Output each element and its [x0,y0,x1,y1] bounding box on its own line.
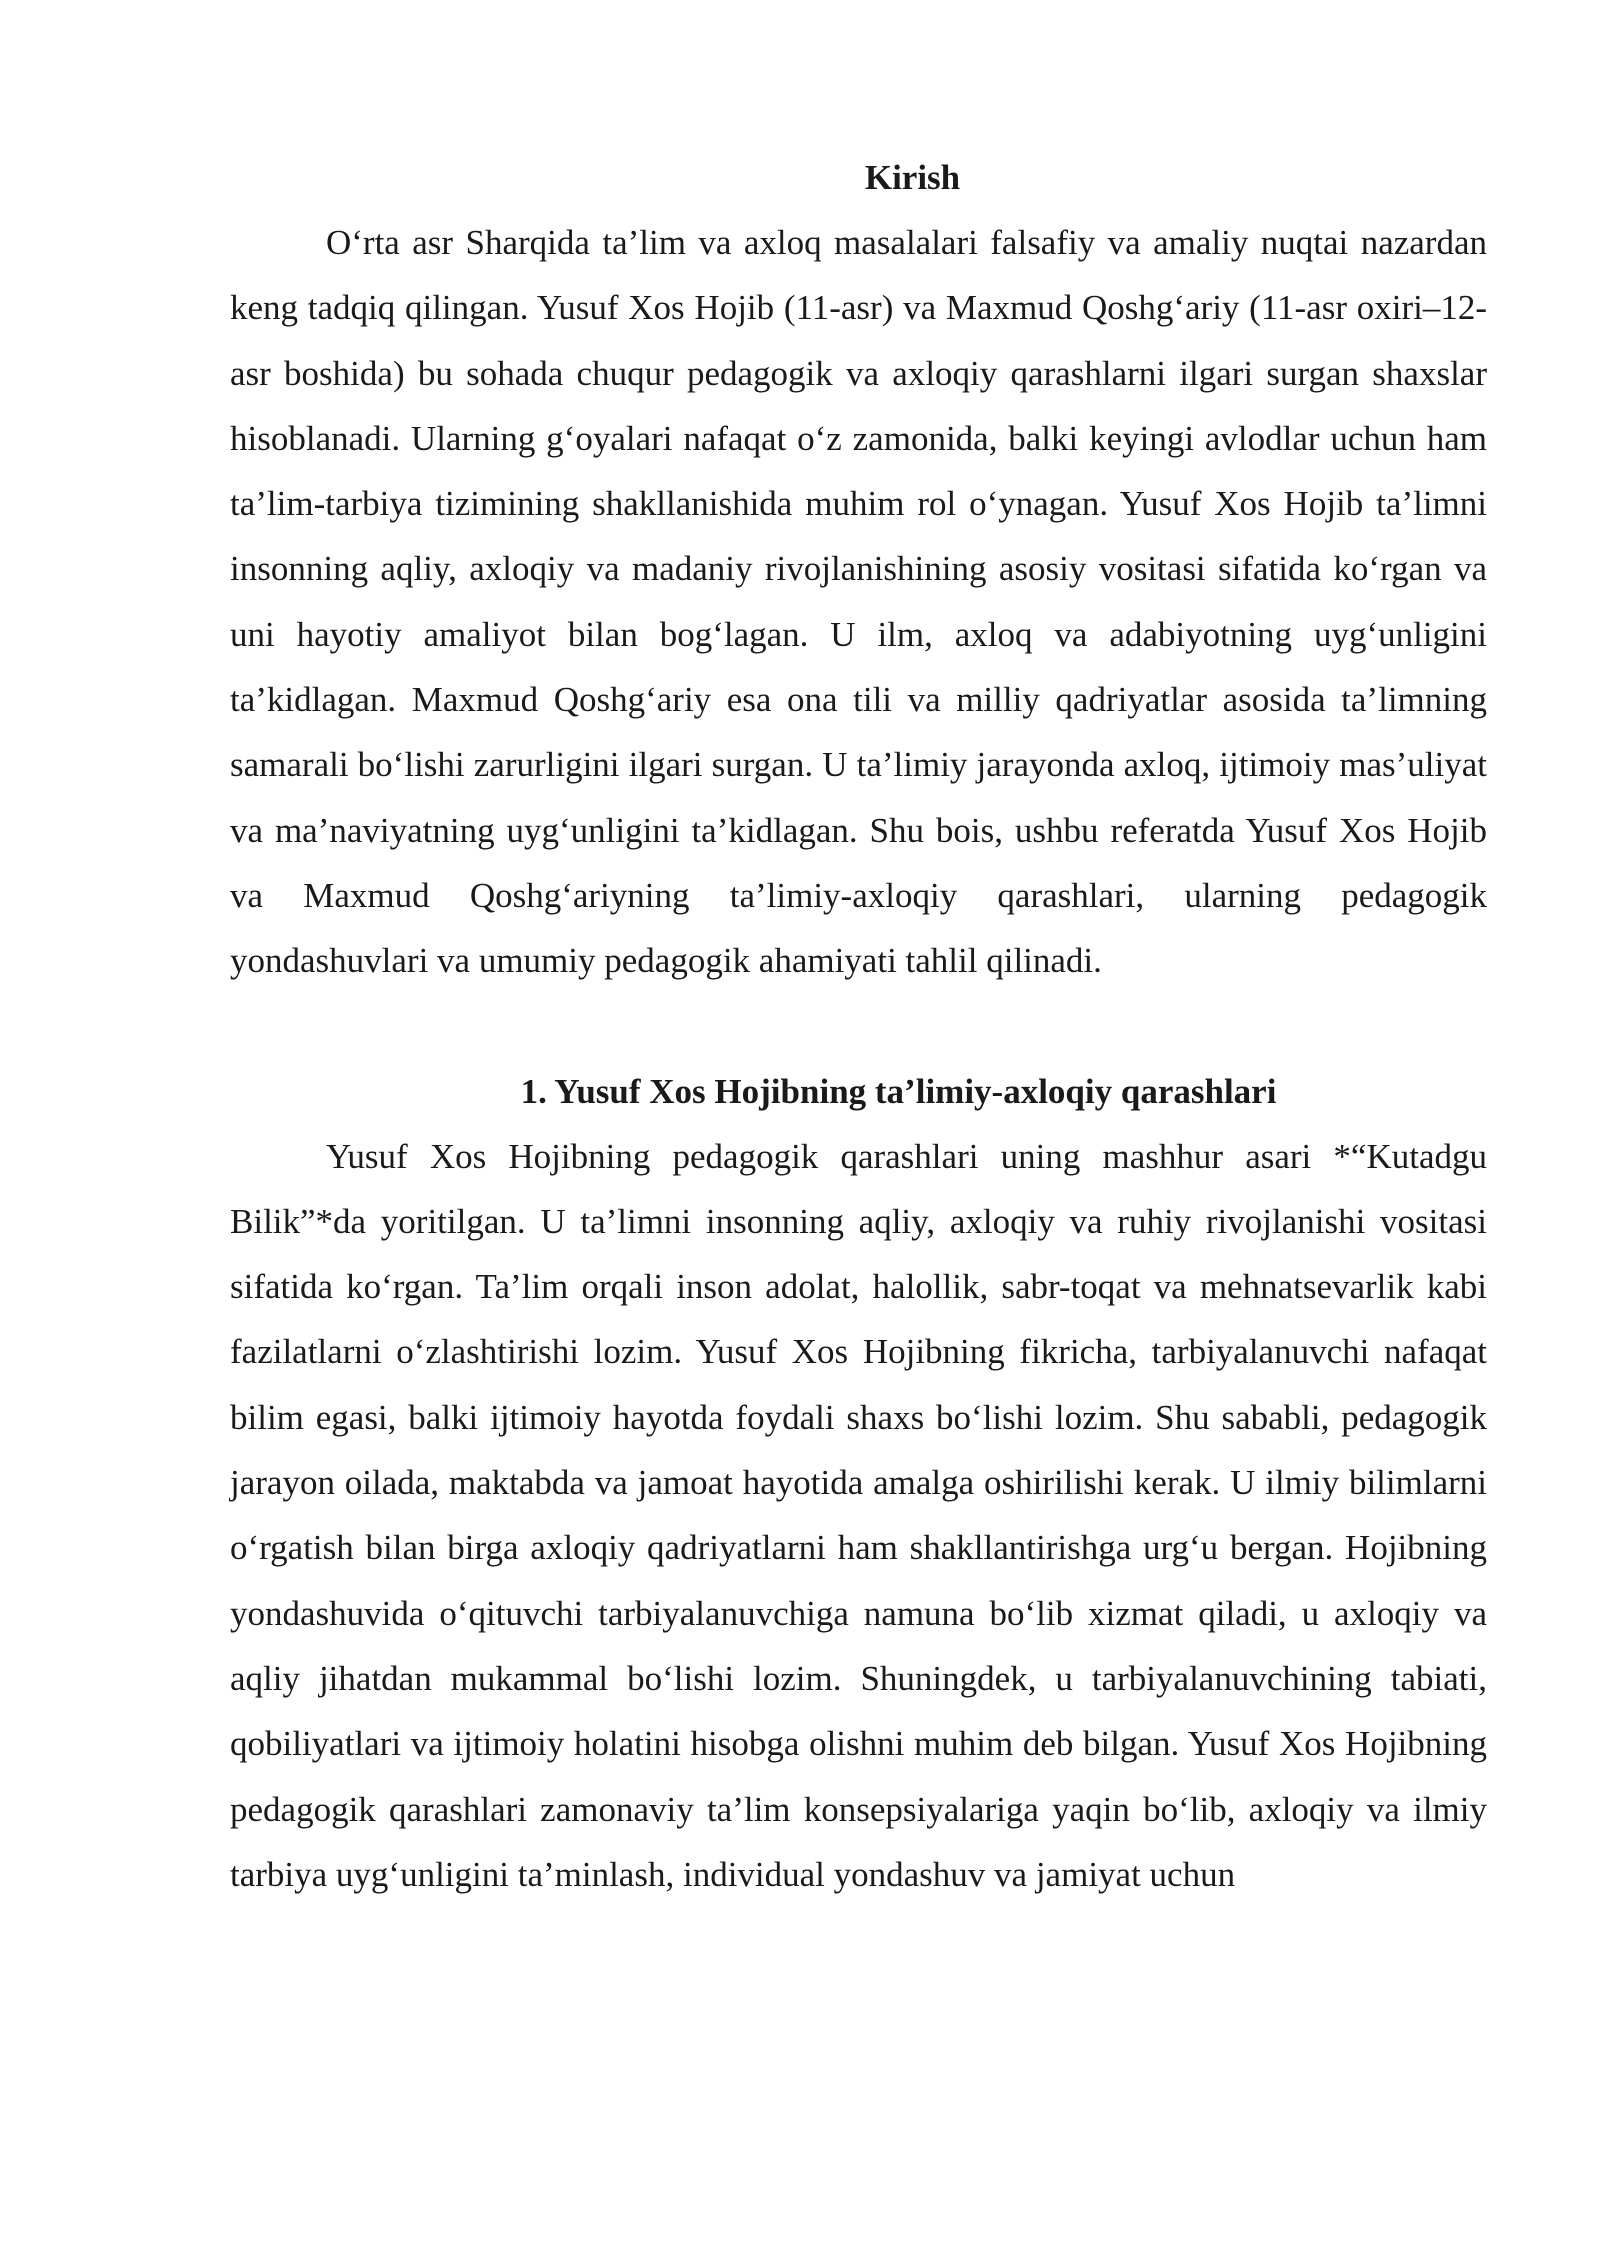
section-1-heading: 1. Yusuf Xos Hojibning ta’limiy-axloqiy qarashlari [520,1071,1277,1111]
section-1-paragraph: Yusuf Xos Hojibning pedagogik qarashlari uning mashhur asari *“Kutadgu Bilik”*da yoritilgan. U ta’limni insonning aqliy, axloqiy va ruhiy rivojlanishi vositasi sifatida ko‘rgan. Ta’lim orqali inson adolat, halollik, sabr-toqat va mehnatsevarlik kabi fazilatlarni o‘zlashtirishi lozim. Yusuf Xos Hojibning fikricha, tarbiyalanuvchi nafaqat bilim egasi, balki ijtimoiy hayotda foydali shaxs bo‘lishi lozim. Shu sababli, pedagogik jarayon oilada, maktabda va jamoat hayotida amalga oshirilishi kerak. U ilmiy bilimlarni o‘rgatish bilan birga axloqiy qadriyatlarni ham shakllantirishga urg‘u bergan. Hojibning yondashuvida o‘qituvchi tarbiyalanuvchiga namuna bo‘lib xizmat qiladi, u axloqiy va aqliy jihatdan mukammal bo‘lishi lozim. Shuningdek, u tarbiyalanuvchining tabiati, qobiliyatlari va ijtimoiy holatini hisobga olishni muhim deb bilgan. Yusuf Xos Hojibning pedagogik qarashlari zamonaviy ta’lim konsepsiyalariga yaqin bo‘lib, axloqiy va ilmiy tarbiya uyg‘unligini ta’minlash, individual yondashuv va jamiyat uchun [230,1136,1487,1894]
intro-heading: Kirish [864,158,961,197]
intro-paragraph: O‘rta asr Sharqida ta’lim va axloq masalalari falsafiy va amaliy nuqtai nazardan keng tadqiq qilingan. Yusuf Xos Hojib (11-asr) va Maxmud Qoshg‘ariy (11-asr oxiri–12-asr boshida) bu sohada chuqur pedagogik va axloqiy qarashlarni ilgari surgan shaxslar hisoblanadi. Ularning g‘oyalari nafaqat o‘z zamonida, balki keyingi avlodlar uchun ham ta’lim-tarbiya tizimining shakllanishida muhim rol o‘ynagan. Yusuf Xos Hojib ta’limni insonning aqliy, axloqiy va madaniy rivojlanishining asosiy vositasi sifatida ko‘rgan va uni hayotiy amaliyot bilan bog‘lagan. U ilm, axloq va adabiyotning uyg‘unligini ta’kidlagan. Maxmud Qoshg‘ariy esa ona tili va milliy qadriyatlar asosida ta’limning samarali bo‘lishi zarurligini ilgari surgan. U ta’limiy jarayonda axloq, ijtimoiy mas’uliyat va ma’naviyatning uyg‘unligini ta’kidlagan. Shu bois, ushbu referatda Yusuf Xos Hojib va Maxmud Qoshg‘ariyning ta’limiy-axloqiy qarashlari, ularning pedagogik yondashuvlari va umumiy pedagogik ahamiyati tahlil qilinadi. [230,223,1487,981]
document-body [230,145,1487,1907]
